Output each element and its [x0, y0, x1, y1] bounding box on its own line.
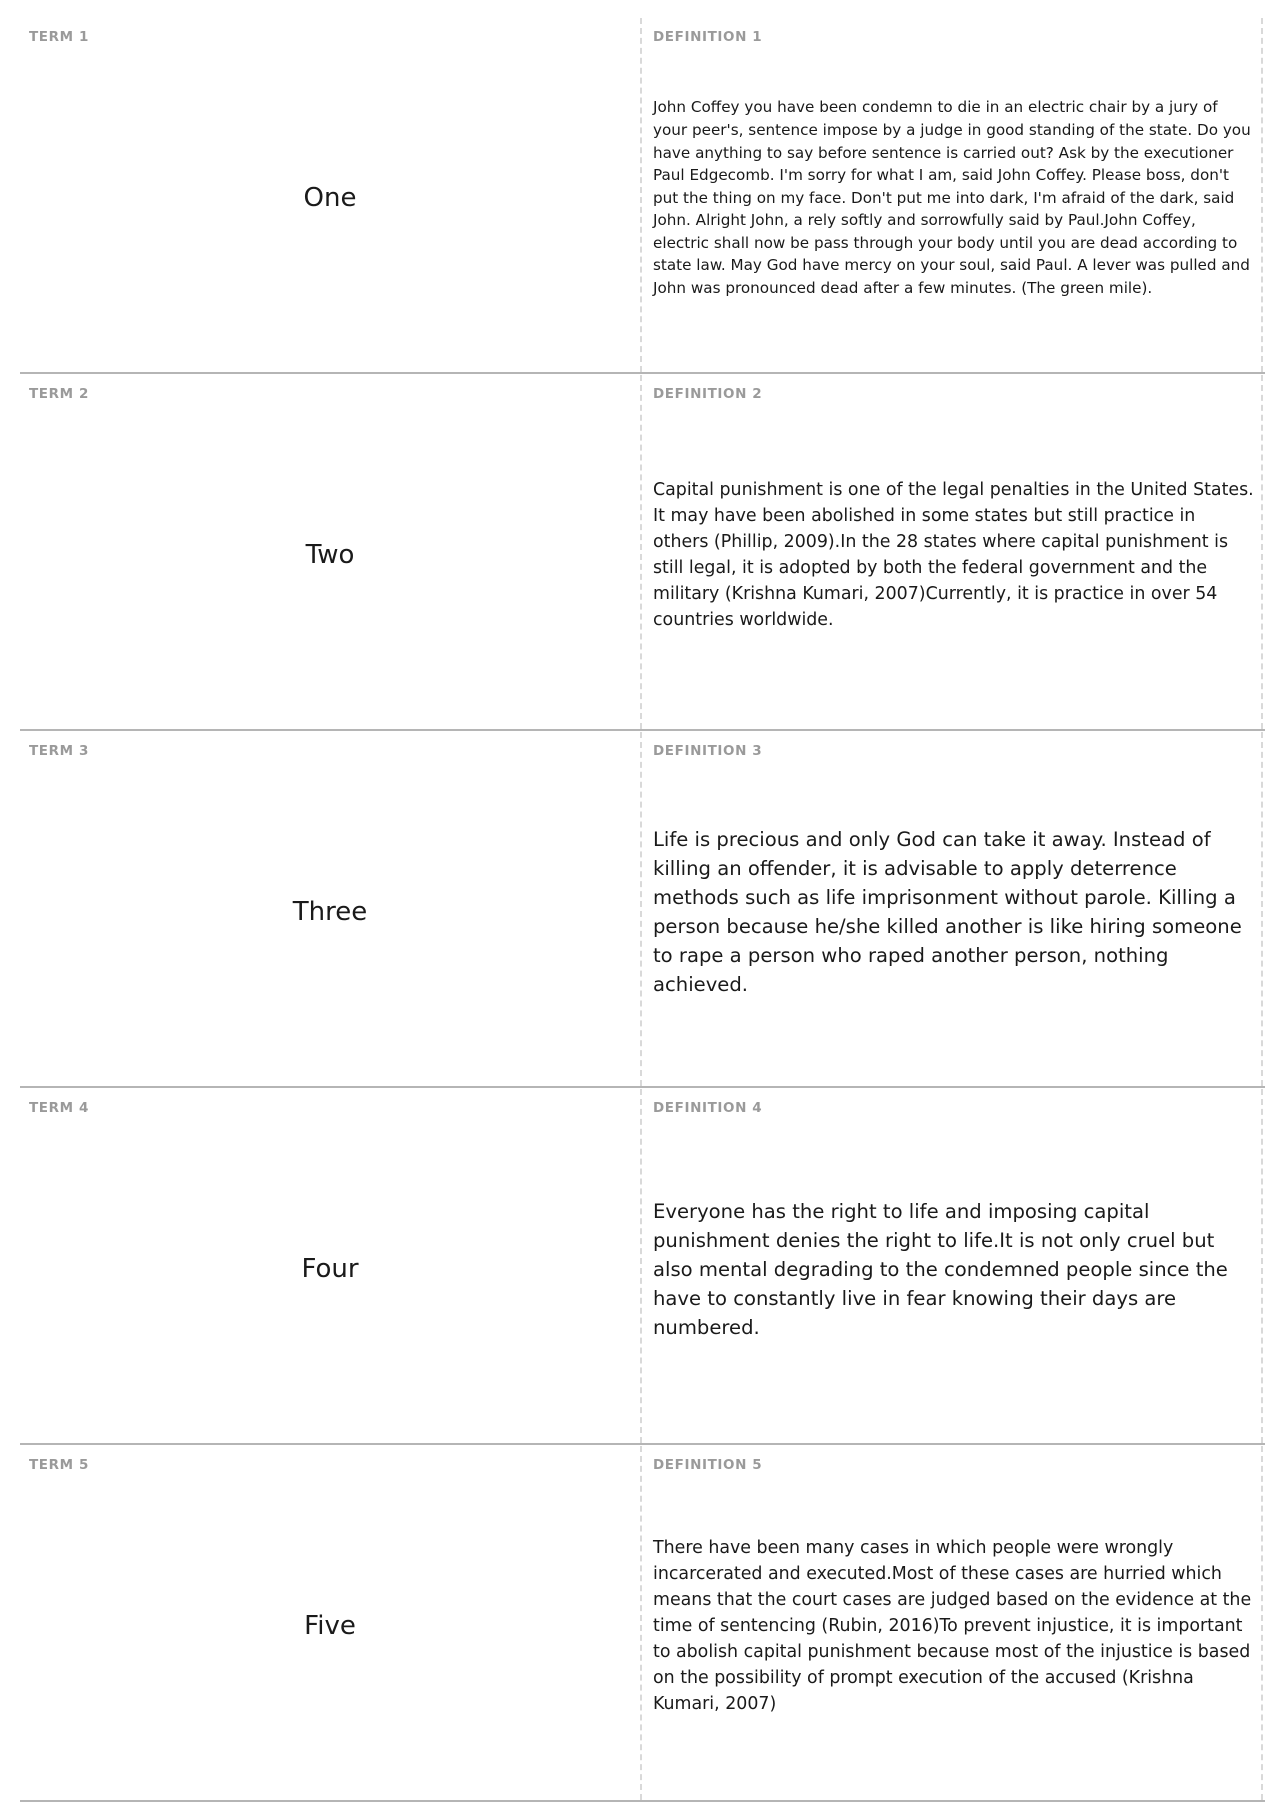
term-label: TERM 2 [29, 386, 89, 402]
definition-body [653, 1089, 1255, 1443]
definition-cell [644, 732, 1263, 1086]
term-text: Four [301, 1254, 359, 1284]
flashcard-row [20, 1089, 1265, 1445]
flashcard-row [20, 1446, 1265, 1802]
definition-cell [644, 1089, 1263, 1443]
definition-label: DEFINITION 3 [653, 743, 763, 759]
definition-body [653, 1446, 1255, 1800]
definition-cell [644, 375, 1263, 729]
definition-body [653, 375, 1255, 729]
definition-text: Capital punishment is one of the legal penalties in the United States. It may have been abolished in some states but still practice in others (Phillip, 2009).In the 28 states where capital punishment is still legal, it is adopted by both the federal government and the military (Krishna Kumari, 2007)Currently, it is practice in over 54 countries worldwide. [653, 480, 1254, 630]
definition-cell [644, 18, 1263, 372]
term-cell [20, 375, 642, 729]
definition-body [653, 18, 1255, 372]
term-text: Three [292, 897, 368, 927]
definition-label: DEFINITION 1 [653, 29, 763, 45]
definition-label: DEFINITION 4 [653, 1100, 763, 1116]
term-label: TERM 4 [29, 1100, 89, 1116]
definition-text: There have been many cases in which people were wrongly incarcerated and executed.Most of these cases are hurried which means that the court cases are judged based on the evidence at the time of sentencing (Rubin, 2016)To prevent injustice, it is important to abolish capital punishment because most of the injustice is based on the possibility of prompt execution of the accused (Krishna Kumari, 2007) [653, 1538, 1252, 1714]
definition-cell [644, 1446, 1263, 1800]
definition-body [653, 732, 1255, 1086]
definition-text: John Coffey you have been condemn to die in an electric chair by a jury of your peer's, sentence impose by a judge in good standing of the state. Do you have anything to say before sentence is carried out? Ask by the executioner Paul Edgecomb. I'm sorry for what I am, said John Coffey. Please boss, don't put the thing on my face. Don't put me into dark, I'm afraid of the dark, said John. Alright John, a rely softly and sorrowfully said by Paul.John Coffey, electric shall now be pass through your body until you are dead according to state law. May God have mercy on your soul, said Paul. A lever was pulled and John was pronounced dead after a few minutes. (The green mile). [653, 98, 1251, 298]
term-cell [20, 732, 642, 1086]
definition-label: DEFINITION 5 [653, 1457, 763, 1473]
flashcard-row [20, 375, 1265, 731]
definition-text: Everyone has the right to life and imposing capital punishment denies the right to life.It is not only cruel but also mental degrading to the condemned people since the have to constantly live in fear knowing their days are numbered. [653, 1199, 1228, 1339]
term-text: Two [305, 540, 355, 570]
term-label: TERM 3 [29, 743, 89, 759]
term-label: TERM 5 [29, 1457, 89, 1473]
term-cell [20, 18, 642, 372]
definition-text: Life is precious and only God can take it away. Instead of killing an offender, it is advisable to apply deterrence methods such as life imprisonment without parole. Killing a person because he/she killed another is like hiring someone to rape a person who raped another person, nothing achieved. [653, 828, 1242, 996]
flashcard-row [20, 732, 1265, 1088]
flashcard-row [20, 18, 1265, 374]
term-label: TERM 1 [29, 29, 89, 45]
flashcard-sheet [20, 18, 1265, 1804]
term-text: One [303, 183, 357, 213]
term-cell [20, 1446, 642, 1800]
term-cell [20, 1089, 642, 1443]
definition-label: DEFINITION 2 [653, 386, 763, 402]
term-text: Five [304, 1611, 356, 1641]
